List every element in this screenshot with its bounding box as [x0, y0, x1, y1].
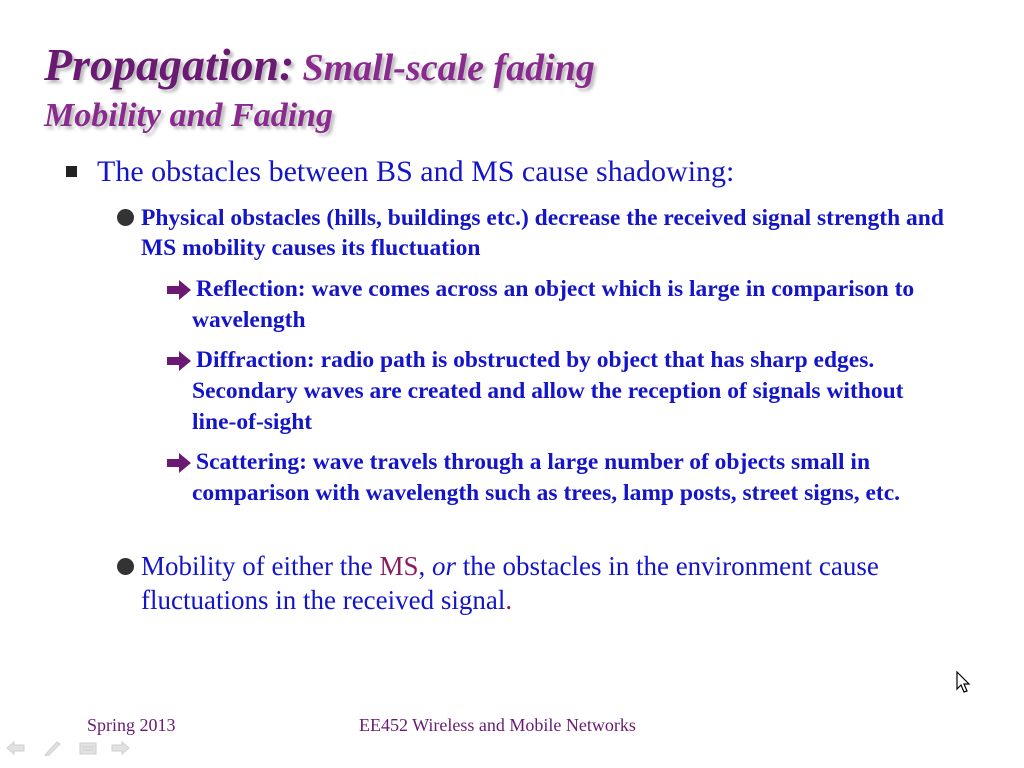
- slide-title: [44, 38, 595, 91]
- arrow-item-reflection: Reflection: wave comes across an object which is large in comparison to wavelength: [192, 276, 915, 333]
- arrow-left-icon[interactable]: [6, 740, 26, 761]
- or-term: or: [431, 551, 456, 581]
- arrow-item-scattering: Scattering: wave travels through a large number of objects small in comparison with wavelength such as trees, lamp posts, street signs, etc.: [192, 449, 901, 506]
- right-arrow-icon: [166, 350, 192, 372]
- bullet-level1: The obstacles between BS and MS cause shadowing:: [97, 155, 735, 188]
- round-bullet-icon: [117, 209, 134, 226]
- arrow-right-icon[interactable]: [110, 740, 130, 761]
- square-bullet-icon: [66, 166, 77, 177]
- slide-subtitle: Mobility and Fading: [44, 97, 334, 134]
- mouse-cursor-icon: [956, 671, 972, 695]
- sub-bullet-mobility: Mobility of either the MS, or the obstacles in the environment cause fluctuations in the received signal.: [141, 551, 879, 615]
- right-arrow-icon: [166, 279, 192, 301]
- sub-bullet-physical-obstacles: Physical obstacles (hills, buildings etc.) decrease the received signal strength and MS mobility causes its fluctuation: [141, 205, 944, 261]
- title-main: Propagation:: [44, 39, 295, 90]
- pen-icon[interactable]: [42, 740, 62, 761]
- title-sub: Small-scale fading: [302, 47, 595, 89]
- footer-course: EE452 Wireless and Mobile Networks: [359, 715, 636, 735]
- footer-date: Spring 2013: [87, 715, 176, 735]
- menu-icon[interactable]: [78, 740, 98, 761]
- arrow-item-diffraction: Diffraction: radio path is obstructed by object that has sharp edges. Secondary waves are created and allow the reception of signals without line-of-sight: [192, 347, 904, 435]
- round-bullet-icon: [117, 558, 134, 575]
- right-arrow-icon: [166, 452, 192, 474]
- ms-term: MS: [379, 551, 419, 581]
